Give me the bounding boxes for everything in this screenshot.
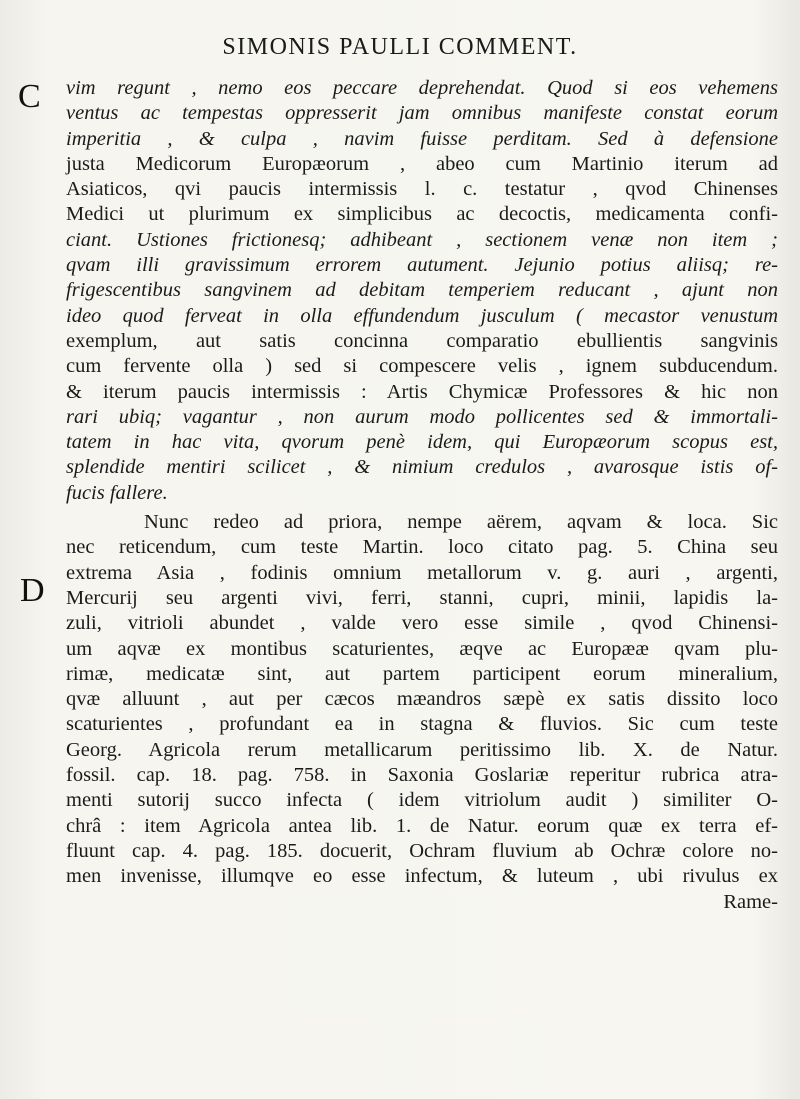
text-line: Mercurij seu argenti vivi, ferri, stanni, cupri, minii, lapidis la- (66, 586, 778, 609)
text-line: rimæ, medicatæ sint, aut partem participent eorum mineralium, (66, 662, 778, 685)
text-line: ventus ac tempestas oppresserit jam omnibus manifeste constat eorum (66, 102, 778, 125)
text-line: um aqvæ ex montibus scaturientes, æqve ac Europææ qvam plu- (66, 637, 778, 660)
text-line: Asiaticos, qvi paucis intermissis l. c. testatur , qvod Chinenses (66, 178, 778, 201)
text-line: qvam illi gravissimum errorem autument. Jejunio potius aliisq; re- (66, 254, 778, 277)
text-line: Nunc redeo ad priora, nempe aërem, aqvam & loca. Sic (144, 511, 778, 534)
text-line: fossil. cap. 18. pag. 758. in Saxonia Goslariæ reperitur rubrica atra- (66, 764, 778, 787)
text-line: tatem in hac vita, qvorum penè idem, qui Europæorum scopus est, (66, 431, 778, 454)
margin-letter-c: C (18, 78, 41, 115)
paragraph-2 (66, 510, 778, 889)
text-line: ideo quod ferveat in olla effundendum jusculum ( mecastor venustum (66, 304, 778, 327)
text-line: scaturientes , profundant ea in stagna & fluvios. Sic cum teste (66, 713, 778, 736)
text-line: qvæ alluunt , aut per cæcos mæandros sæpè ex satis dissito loco (66, 688, 778, 711)
text-line: exemplum, aut satis concinna comparatio ebullientis sangvinis (66, 329, 778, 352)
text-line: Georg. Agricola rerum metallicarum peritissimo lib. X. de Natur. (66, 738, 778, 761)
text-line: ciant. Ustiones frictionesq; adhibeant , sectionem venæ non item ; (66, 228, 778, 251)
text-line: zuli, vitrioli abundet , valde vero esse simile , qvod Chinensi- (66, 612, 778, 635)
text-line: men invenisse, illumqve eo esse infectum, & luteum , ubi rivulus ex (66, 865, 778, 888)
text-line: menti sutorij succo infecta ( idem vitriolum audit ) similiter O- (66, 789, 778, 812)
text-line: imperitia , & culpa , navim fuisse perditam. Sed à defensione (66, 127, 778, 150)
text-line: vim regunt , nemo eos peccare deprehendat. Quod si eos vehemens (66, 77, 778, 99)
text-line: chrâ : item Agricola antea lib. 1. de Natur. eorum quæ ex terra ef- (66, 814, 778, 837)
text-line: fluunt cap. 4. pag. 185. docuerit, Ochram fluvium ab Ochræ colore no- (66, 839, 778, 862)
paragraph-1 (66, 76, 778, 506)
text-line: frigescentibus sangvinem ad debitam temperiem reducant , ajunt non (66, 279, 778, 302)
text-line: nec reticendum, cum teste Martin. loco citato pag. 5. China seu (66, 536, 778, 559)
text-line: rari ubiq; vagantur , non aurum modo pollicentes sed & immortali- (66, 405, 778, 428)
text-line: splendide mentiri scilicet , & nimium credulos , avarosque istis of- (66, 456, 778, 479)
text-line: fucis fallere. (66, 481, 168, 504)
text-line: extrema Asia , fodinis omnium metallorum v. g. auri , argenti, (66, 561, 778, 584)
text-line: Medici ut plurimum ex simplicibus ac decoctis, medicamenta confi- (66, 203, 778, 226)
running-head: SIMONIS PAULLI COMMENT. (222, 34, 578, 60)
margin-letter-d: D (20, 572, 45, 609)
text-line: & iterum paucis intermissis : Artis Chymicæ Professores & hic non (66, 380, 778, 403)
text-line: cum fervente olla ) sed si compescere velis , ignem subducendum. (66, 355, 778, 378)
text-line: justa Medicorum Europæorum , abeo cum Martinio iterum ad (66, 152, 778, 175)
page-text (66, 76, 778, 915)
catchword: Rame- (723, 890, 778, 913)
